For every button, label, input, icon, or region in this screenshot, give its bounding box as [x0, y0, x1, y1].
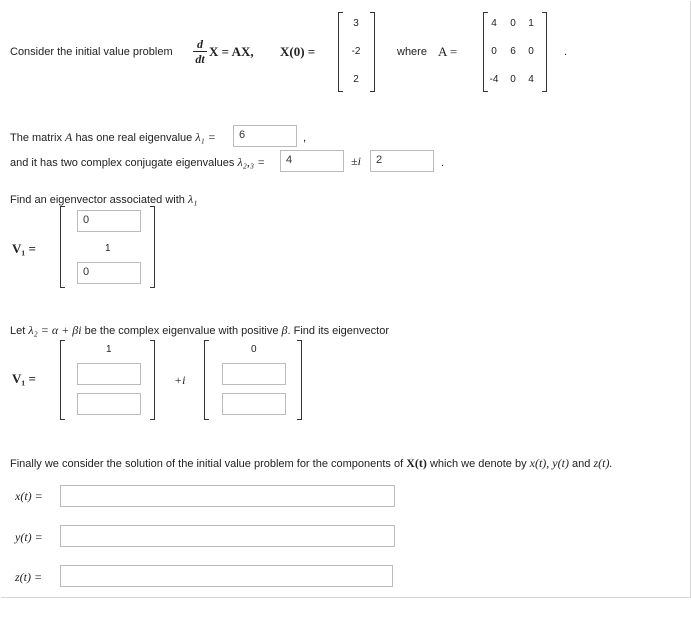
sentence2-text: and it has two complex conjugate eigenvalues: [10, 157, 235, 169]
lambda23-imag-input[interactable]: 2: [370, 150, 434, 172]
v2-imag-entry-1: 0: [251, 344, 257, 355]
v2-imag-right-bracket: [297, 340, 302, 420]
v2-imag-entry-2-input[interactable]: [222, 363, 286, 385]
x0-left-bracket: [338, 12, 343, 92]
matrix-a-r1c2: 0: [510, 18, 516, 29]
lambda23-label: λ₂,₃ =: [237, 155, 266, 169]
matrix-a-r2c2: 6: [510, 46, 516, 57]
v2-real-entry-2-input[interactable]: [77, 363, 141, 385]
lambda1-input[interactable]: 6: [233, 125, 297, 147]
matrix-a-r3c2: 0: [510, 74, 516, 85]
matrix-a-r3c1: -4: [489, 74, 499, 85]
v2-real-entry-1: 1: [106, 344, 112, 355]
eigvec1-prompt: [10, 192, 197, 207]
beta-symbol: β: [281, 323, 288, 337]
v1-left-bracket: [60, 206, 65, 288]
solution-text-b: which we denote by: [429, 458, 527, 470]
matrix-a-r1c3: 1: [528, 18, 534, 29]
eigvec2-prompt-let: Let: [10, 325, 26, 337]
v2-real-left-bracket: [60, 340, 65, 420]
derivative-denominator: dt: [195, 52, 205, 66]
initial-condition-label: X(0) =: [280, 44, 316, 59]
z-solution-label: z(t) =: [15, 570, 43, 584]
sentence1-rest: has one real eigenvalue: [75, 132, 193, 144]
sentence1-text: The matrix: [10, 132, 62, 144]
matrix-a-r2c3: 0: [528, 46, 534, 57]
x0-entry-1: 3: [353, 18, 359, 29]
intro-text: Consider the initial value problem: [10, 46, 173, 58]
eigen-period: .: [441, 157, 445, 169]
eigvec2-prompt-text: be the complex eigenvalue with positive: [84, 325, 279, 337]
matrix-a-symbol: A: [65, 130, 73, 144]
eigenvalue-sentence-2: [10, 155, 265, 170]
v2-label: V₁ =: [12, 371, 36, 386]
matrix-a-label: A =: [438, 44, 458, 59]
v1-right-bracket: [150, 206, 155, 288]
eigvec1-prompt-text: Find an eigenvector associated with: [10, 194, 185, 206]
v2-imag-entry-3-input[interactable]: [222, 393, 286, 415]
matrix-a-r2c1: 0: [491, 46, 497, 57]
v1-entry-2: 1: [105, 243, 111, 254]
v1-entry-1-input[interactable]: 0: [77, 210, 141, 232]
comma: ,: [303, 132, 307, 144]
derivative-fraction: [193, 38, 207, 65]
matrix-a-r3c3: 4: [528, 74, 534, 85]
eigvec2-prompt-end: . Find its eigenvector: [287, 325, 389, 337]
eigenvalue-sentence-1: [10, 130, 216, 145]
lambda1-label: λ₁ =: [195, 130, 216, 144]
problem-period: .: [564, 46, 568, 58]
plus-minus-i: ±i: [351, 154, 361, 168]
x0-right-bracket: [370, 12, 375, 92]
problem-panel: [1, 1, 691, 598]
plus-i: +i: [174, 373, 186, 387]
v2-real-entry-3-input[interactable]: [77, 393, 141, 415]
solution-sentence: [10, 456, 612, 471]
x-solution-input[interactable]: [60, 485, 395, 507]
v1-label: V₁ =: [12, 241, 36, 256]
system-equation: X = AX,: [209, 44, 254, 59]
y-solution-input[interactable]: [60, 525, 395, 547]
solution-text-a: Finally we consider the solution of the initial value problem for the components of: [10, 458, 404, 470]
solution-x-vector: X(t): [406, 456, 427, 470]
solution-vars: x(t), y(t): [529, 456, 569, 470]
matrix-a-r1c1: 4: [491, 18, 497, 29]
eigvec2-lambda-expression: λ₂ = α + βi: [28, 323, 82, 337]
x-solution-label: x(t) =: [15, 489, 43, 503]
solution-z: z(t).: [593, 456, 613, 470]
solution-and: and: [572, 458, 591, 470]
lambda23-real-input[interactable]: 4: [280, 150, 344, 172]
x0-entry-3: 2: [353, 74, 359, 85]
eigvec2-prompt: [10, 323, 389, 338]
eigvec1-lambda-symbol: λ₁: [187, 192, 198, 206]
derivative-numerator: d: [197, 37, 203, 51]
x0-entry-2: -2: [351, 46, 361, 57]
where-text: where: [397, 46, 427, 58]
v1-entry-3-input[interactable]: 0: [77, 262, 141, 284]
v2-real-right-bracket: [150, 340, 155, 420]
y-solution-label: y(t) =: [15, 530, 43, 544]
matrix-a-right-bracket: [542, 12, 547, 92]
v2-imag-left-bracket: [204, 340, 209, 420]
z-solution-input[interactable]: [60, 565, 393, 587]
